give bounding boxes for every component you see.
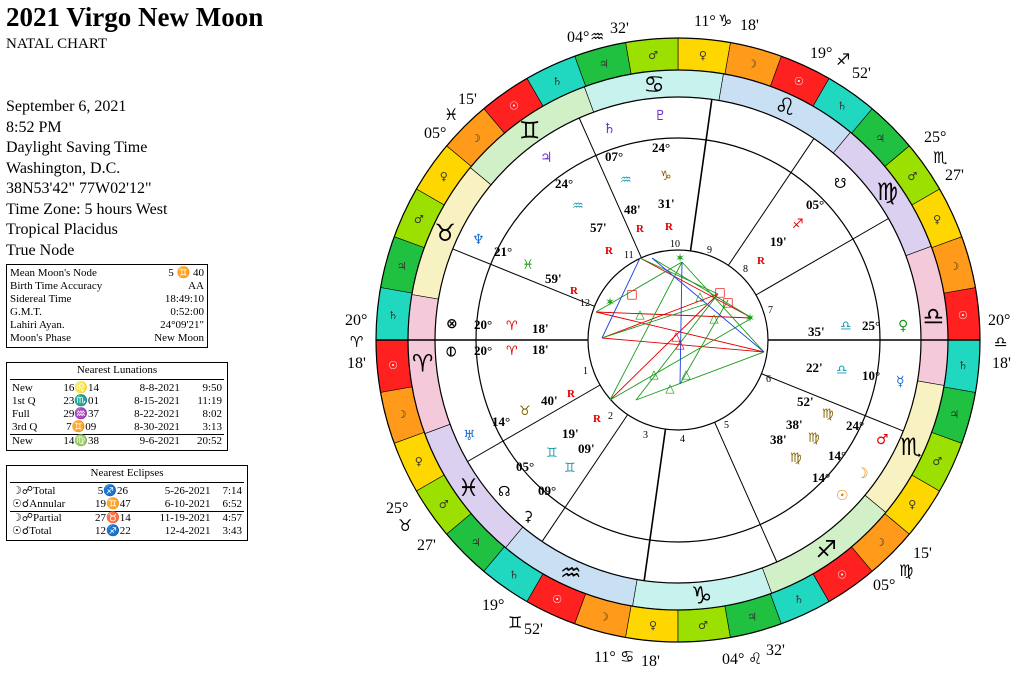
lunation-date: 8-8-2021 [139, 382, 180, 394]
planet-sign: ♎ [836, 363, 848, 378]
part-of-fortune-icon: ⊗ [446, 316, 458, 332]
lunations-header: Nearest Lunations [10, 363, 224, 380]
cusp-sign: ♍ [899, 561, 914, 580]
lunation-time: 9:50 [202, 382, 222, 394]
planet-minutes: 59' [545, 271, 562, 286]
house-number: 12 [580, 298, 590, 309]
lunation-date: 8-22-2021 [134, 408, 180, 420]
aspect-glyph-icon: □ [722, 295, 734, 309]
ceres-position [523, 426, 579, 525]
asc-degree: 20° [345, 312, 368, 329]
planet-sign: ♈ [506, 319, 518, 334]
house-number: 9 [707, 245, 712, 256]
planet-minutes: 09' [578, 441, 595, 456]
eclipses-header: Nearest Eclipses [10, 466, 244, 483]
planet-degree: 09° [538, 483, 557, 498]
ceres-icon: ⚳ [523, 509, 534, 525]
cusp-sign: ♐ [836, 50, 851, 69]
info-value: 18:49:10 [164, 293, 204, 305]
eclipse-kind: ☉☌Annular [12, 498, 66, 510]
eclipse-date: 11-19-2021 [139, 512, 212, 526]
aspect-glyph-icon: △ [675, 337, 685, 351]
ring-glyph-icon: ☉ [837, 568, 847, 582]
lunation-date: 8-30-2021 [134, 421, 180, 433]
planet-degree: 24° [846, 418, 865, 433]
house-cusp-line [691, 99, 712, 251]
ring-glyph-icon: ☽ [875, 536, 886, 550]
ring-glyph-icon: ☉ [388, 358, 399, 372]
planet-minutes: 19' [770, 234, 787, 249]
uranus-position [463, 388, 576, 444]
lunation-position: 14♍38 [52, 435, 109, 449]
aspect-glyph-icon: ✶ [674, 251, 686, 265]
ring-glyph-icon: ☉ [957, 309, 968, 323]
cusp-minutes: 52' [524, 621, 543, 638]
aspect-glyph-icon: △ [681, 367, 691, 381]
dsc-sign-icon: ♎ [994, 333, 1008, 351]
house-number: 3 [643, 430, 648, 441]
ring-glyph-icon: ♄ [388, 309, 399, 323]
planet-degree: 14° [828, 448, 847, 463]
planet-degree: 20° [474, 343, 493, 358]
pluto-icon: ♇ [654, 108, 667, 124]
lunation-time: 8:02 [202, 408, 222, 420]
eclipse-position: 12♐22 [95, 525, 131, 537]
cusp-label-11b [567, 20, 629, 46]
planet-degree: 07° [605, 149, 624, 164]
eclipse-kind: ☽☍Partial [10, 512, 86, 526]
lunation-position: 23♏01 [63, 395, 100, 407]
eclipse-kind: ☽☍Total [12, 485, 56, 497]
ring-glyph-icon: ♃ [949, 408, 960, 422]
zodiac-sign-icon: ♎ [922, 302, 945, 331]
info-label: Mean Moon's Node [10, 267, 97, 279]
part-of-fortune-position [446, 316, 549, 336]
planet-minutes: 22' [806, 360, 823, 375]
cusp-minutes: 27' [417, 537, 436, 554]
mercury-icon: ☿ [896, 374, 905, 390]
cusp-minutes: 27' [945, 167, 964, 184]
cusp-degree: 11° [594, 649, 616, 666]
cusp-minutes: 32' [766, 642, 785, 659]
chart-title: 2021 Virgo New Moon [6, 2, 264, 32]
planet-sign: ♈ [506, 344, 518, 359]
cusp-label-mc [694, 11, 759, 34]
aspect-glyph-icon: △ [695, 289, 705, 303]
retrograde-mark: R [757, 255, 765, 267]
retrograde-mark: R [567, 388, 575, 400]
zodiac-sign-icon: ♊ [519, 116, 541, 145]
lunation-date: 9-6-2021 [110, 435, 182, 449]
neptune-icon: ♆ [472, 232, 485, 248]
ring-glyph-icon: ♄ [509, 568, 519, 582]
eclipse-kind: ☉☌Total [12, 525, 52, 537]
retrograde-mark: R [593, 413, 601, 425]
venus-position [808, 318, 908, 339]
ring-glyph-icon: ♄ [837, 99, 847, 113]
cusp-sign: ♏ [933, 148, 948, 167]
planet-sign: ♍ [822, 407, 834, 422]
ring-glyph-icon: ♀ [698, 49, 707, 63]
zodiac-sign-icon: ♍ [876, 177, 899, 206]
house-number: 2 [608, 411, 613, 422]
planet-sign: ♒ [572, 199, 584, 214]
house-cusp-line [542, 415, 628, 542]
cusp-sign: ♑ [718, 11, 733, 30]
zodiac-sign-icon: ♑ [690, 581, 713, 610]
info-label: Moon's Phase [10, 332, 71, 344]
cusp-degree: 25° [924, 129, 947, 146]
info-value: 5 ♊ 40 [168, 267, 204, 279]
eclipse-position: 19♊47 [95, 498, 131, 510]
zodiac-sign-icon: ♉ [434, 218, 456, 247]
dsc-minutes: 18' [992, 355, 1011, 372]
asc-sign-icon: ♈ [350, 333, 364, 351]
eclipse-date: 6-10-2021 [164, 498, 211, 510]
planet-sign: ♊ [546, 446, 558, 461]
cusp-degree: 04° [722, 651, 745, 668]
aspect-glyph-icon: △ [671, 329, 681, 343]
saturn-icon: ♄ [603, 121, 616, 137]
lunation-time: 11:19 [197, 395, 222, 407]
aspect-glyph-icon: □ [714, 285, 726, 299]
info-label: Sidereal Time [10, 293, 72, 305]
retrograde-mark: R [636, 223, 644, 235]
ring-glyph-icon: ♃ [470, 536, 481, 550]
planet-sign: ♐ [792, 217, 804, 232]
cusp-minutes: 05° [873, 577, 896, 594]
south-node-position [757, 176, 846, 267]
ring-glyph-icon: ♀ [414, 454, 423, 468]
cusp-degree: 04° [567, 29, 590, 46]
zodiac-sign-icon: ♒ [560, 559, 582, 588]
info-label: G.M.T. [10, 306, 42, 318]
zodiac-sign-icon: ♈ [411, 349, 434, 378]
vertex-icon: ⦶ [446, 344, 457, 360]
detail-date: September 6, 2021 [6, 98, 127, 115]
ring-glyph-icon: ♃ [599, 57, 609, 71]
planet-sign: ♒ [620, 173, 632, 188]
zodiac-sign-icon: ♏ [900, 433, 922, 462]
planet-degree: 25° [862, 318, 881, 333]
planet-sign: ♉ [519, 404, 531, 419]
cusp-degree: 15' [913, 545, 932, 562]
north-node-icon: ☊ [498, 484, 511, 500]
ring-glyph-icon: ♃ [747, 610, 757, 624]
cusp-minutes: 32' [610, 20, 629, 37]
eclipse-time: 7:14 [222, 485, 242, 497]
lunation-phase: New [10, 435, 52, 449]
ring-glyph-icon: ☉ [509, 99, 519, 113]
retrograde-mark: R [605, 245, 613, 257]
lunation-position: 16♌14 [63, 382, 100, 394]
cusp-degree: 19° [482, 597, 505, 614]
aspect-glyph-icon: △ [635, 307, 645, 321]
zodiac-sign-icon: ♋ [643, 70, 666, 99]
dsc-degree: 20° [988, 312, 1011, 329]
house-number: 11 [624, 250, 634, 261]
house-cusp-line [644, 429, 665, 581]
zodiac-sign-icon: ♐ [815, 535, 837, 564]
aspect-glyph-icon: △ [665, 381, 675, 395]
chart-subtitle: NATAL CHART [6, 36, 108, 52]
cusp-minutes: 18' [641, 653, 660, 670]
lunation-position: 7♊09 [66, 421, 97, 433]
house-number: 8 [743, 264, 748, 275]
planet-degree: 14° [812, 470, 831, 485]
ring-glyph-icon: ☽ [599, 610, 609, 624]
aspect-glyph-icon: ✶ [604, 295, 616, 309]
ring-glyph-icon: ♄ [957, 358, 968, 372]
ring-glyph-icon: ♂ [648, 49, 659, 63]
pluto-position [652, 108, 675, 233]
cusp-degree: 19° [810, 45, 833, 62]
lunation-phase: 1st Q [12, 395, 36, 407]
detail-node-type: True Node [6, 241, 75, 259]
ring-glyph-icon: ♃ [875, 131, 886, 145]
cusp-label-5 [722, 642, 785, 668]
lunation-phase: Full [12, 408, 30, 420]
ring-glyph-icon: ♀ [439, 169, 448, 183]
eclipse-position: 5♐26 [97, 485, 128, 497]
info-value: AA [188, 280, 204, 292]
planet-minutes: 31' [658, 196, 675, 211]
info-label: Birth Time Accuracy [10, 280, 103, 292]
detail-timezone: Time Zone: 5 hours West [6, 200, 168, 218]
planet-minutes: 48' [624, 202, 641, 217]
ring-glyph-icon: ☉ [793, 74, 804, 88]
ring-glyph-icon: ♀ [933, 213, 942, 227]
house-cusp-line [715, 422, 777, 562]
planet-sign: ♎ [840, 319, 852, 334]
planet-sign: ♍ [790, 451, 802, 466]
info-value: 0:52:00 [170, 306, 204, 318]
planet-degree: 24° [652, 140, 671, 155]
planet-minutes: 18' [532, 342, 549, 357]
detail-coordinates: 38N53'42" 77W02'12" [6, 180, 152, 197]
retrograde-mark: R [570, 285, 578, 297]
ring-glyph-icon: ☽ [396, 408, 407, 422]
cusp-degree: 11° [694, 13, 716, 30]
ring-glyph-icon: ☽ [470, 131, 481, 145]
moon-icon: ☽ [856, 466, 869, 482]
cusp-sign: ♒ [590, 27, 605, 46]
mercury-position [806, 360, 905, 390]
planet-degree: 05° [516, 459, 535, 474]
detail-dst: Daylight Saving Time [6, 139, 148, 156]
cusp-sign: ♓ [444, 105, 459, 124]
cusp-sign: ♋ [620, 647, 635, 666]
house-number: 6 [766, 374, 771, 385]
house-number: 1 [583, 366, 588, 377]
planet-minutes: 40' [541, 393, 558, 408]
ring-glyph-icon: ♀ [649, 618, 658, 632]
cusp-minutes: 18' [740, 17, 759, 34]
ring-glyph-icon: ☉ [552, 593, 563, 607]
detail-house-system: Tropical Placidus [6, 221, 118, 238]
planet-degree: 05° [806, 197, 825, 212]
neptune-position [472, 232, 579, 297]
ring-glyph-icon: ☽ [949, 259, 960, 273]
planet-minutes: 52' [797, 394, 814, 409]
mars-icon: ♂ [876, 432, 889, 448]
cusp-label-ic [594, 647, 660, 670]
planet-degree: 21° [494, 244, 513, 259]
ring-glyph-icon: ♂ [438, 498, 449, 512]
south-node-icon: ☋ [834, 176, 847, 192]
uranus-icon: ♅ [463, 428, 476, 444]
lunation-time: 3:13 [202, 421, 222, 433]
detail-time: 8:52 PM [6, 118, 62, 136]
house-cusp-line [761, 374, 903, 431]
lunation-position: 29♒37 [63, 408, 100, 420]
ring-glyph-icon: ♃ [396, 259, 407, 273]
planet-sign: ♍ [808, 431, 820, 446]
house-number: 7 [768, 305, 773, 316]
ring-glyph-icon: ♀ [908, 498, 917, 512]
planet-minutes: 57' [590, 220, 607, 235]
lunation-time: 20:52 [182, 435, 224, 449]
planet-minutes: 38' [770, 432, 787, 447]
venus-icon: ♀ [898, 318, 909, 334]
ring-glyph-icon: ♂ [697, 618, 708, 632]
eclipse-position: 27♉14 [86, 512, 139, 526]
ring-glyph-icon: ♄ [552, 74, 563, 88]
eclipse-time: 6:52 [222, 498, 242, 510]
cusp-degree: 25° [386, 500, 409, 517]
house-cusp-line [756, 219, 889, 296]
planet-minutes: 19' [562, 426, 579, 441]
house-number: 5 [724, 420, 729, 431]
cusp-sign: ♊ [508, 613, 523, 632]
ring-glyph-icon: ♂ [907, 169, 918, 183]
ring-glyph-icon: ♂ [932, 454, 943, 468]
planet-minutes: 18' [532, 321, 549, 336]
ring-glyph-icon: ☽ [747, 57, 757, 71]
planet-sign: ♊ [564, 461, 576, 476]
cusp-minutes: 52' [852, 65, 871, 82]
planet-sign: ♓ [522, 258, 534, 273]
aspect-glyph-icon: △ [649, 367, 659, 381]
retrograde-mark: R [665, 221, 673, 233]
eclipse-date: 5-26-2021 [164, 485, 211, 497]
ring-glyph-icon: ♄ [793, 593, 804, 607]
eclipse-date: 12-4-2021 [164, 525, 211, 537]
planet-degree: 14° [492, 414, 511, 429]
eclipse-time: 3:43 [222, 525, 242, 537]
aspect-glyph-icon: △ [709, 311, 719, 325]
zodiac-sign-icon: ♓ [457, 474, 480, 503]
vertex-position [445, 342, 549, 360]
sun-icon: ☉ [836, 488, 849, 504]
planet-sign: ♑ [660, 169, 672, 184]
eclipse-time: 4:57 [213, 512, 244, 526]
cusp-sign: ♉ [398, 516, 413, 535]
planet-degree: 24° [555, 176, 574, 191]
cusp-degree: 05° [424, 125, 447, 142]
lunation-phase: New [12, 382, 33, 394]
house-number: 10 [670, 239, 680, 250]
cusp-sign: ♌ [748, 649, 763, 668]
house-cusp-line [579, 118, 641, 258]
planet-degree: 20° [474, 317, 493, 332]
aspect-glyph-icon: □ [626, 287, 638, 301]
planet-minutes: 38' [786, 417, 803, 432]
info-label: Lahiri Ayan. [10, 319, 65, 331]
lunation-phase: 3rd Q [12, 421, 38, 433]
ring-glyph-icon: ♂ [413, 213, 424, 227]
lunation-date: 8-15-2021 [134, 395, 180, 407]
planet-minutes: 35' [808, 324, 825, 339]
aspect-glyph-icon: ✶ [744, 311, 756, 325]
info-value: New Moon [154, 332, 204, 344]
asc-minutes: 18' [347, 355, 366, 372]
house-number: 4 [680, 434, 685, 445]
zodiac-sign-icon: ♌ [774, 92, 796, 121]
cusp-minutes: 15' [458, 91, 477, 108]
detail-location: Washington, D.C. [6, 159, 121, 177]
planet-degree: 10° [862, 368, 881, 383]
jupiter-icon: ♃ [540, 150, 553, 166]
info-value: 24°09'21" [160, 319, 204, 331]
